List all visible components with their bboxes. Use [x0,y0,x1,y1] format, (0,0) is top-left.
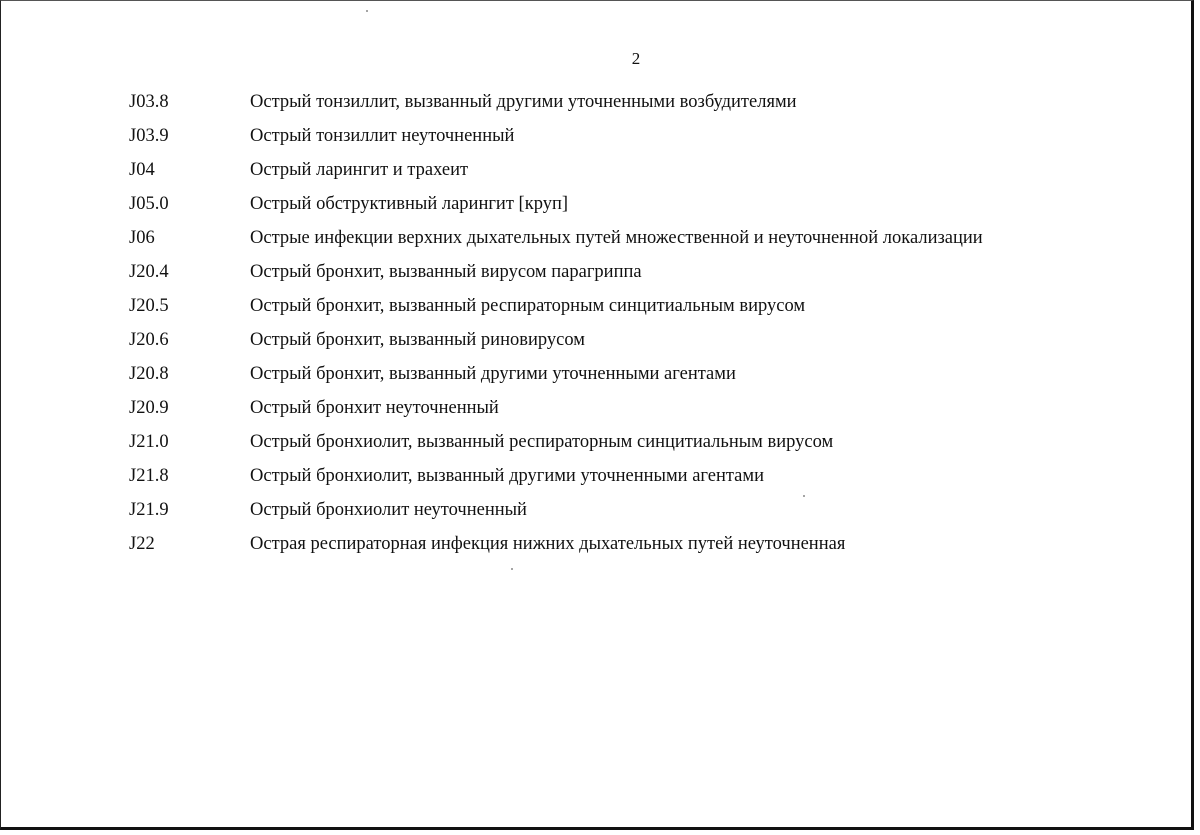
diagnosis-description: Острый бронхиолит, вызванный другими уточненными агентами [250,466,764,486]
table-row [129,153,1169,187]
page-number: 2 [631,49,641,68]
table-row [129,85,1169,119]
scan-speck [803,495,805,497]
diagnosis-description: Острый бронхиолит, вызванный респираторным синцитиальным вирусом [250,432,834,452]
diagnosis-code: J05.0 [129,194,169,214]
table-row [129,221,1169,255]
table-row [129,255,1169,289]
scan-speck [366,10,368,12]
diagnosis-code: J21.0 [129,432,169,452]
diagnosis-code: J22 [129,534,155,554]
diagnosis-description: Острый бронхит неуточненный [250,398,499,418]
diagnosis-description: Острый бронхит, вызванный вирусом парагриппа [250,262,642,282]
diagnosis-code-table [129,85,1169,561]
diagnosis-description: Острый бронхит, вызванный другими уточненными агентами [250,364,736,384]
table-row [129,493,1169,527]
diagnosis-description: Острый тонзиллит, вызванный другими уточненными возбудителями [250,92,797,112]
diagnosis-code: J21.8 [129,466,169,486]
diagnosis-code: J03.8 [129,92,169,112]
table-row [129,459,1169,493]
table-row [129,289,1169,323]
diagnosis-description: Острый обструктивный ларингит [круп] [250,194,569,214]
diagnosis-description: Острый ларингит и трахеит [250,160,469,180]
diagnosis-description: Острый бронхит, вызванный риновирусом [250,330,585,350]
diagnosis-code: J20.8 [129,364,169,384]
diagnosis-code: J20.5 [129,296,169,316]
table-row [129,391,1169,425]
diagnosis-code: J21.9 [129,500,169,520]
diagnosis-code: J20.4 [129,262,169,282]
diagnosis-code: J06 [129,228,155,248]
table-row [129,357,1169,391]
diagnosis-description: Острая респираторная инфекция нижних дыхательных путей неуточненная [250,534,846,554]
diagnosis-code: J20.6 [129,330,169,350]
table-row [129,425,1169,459]
table-row [129,323,1169,357]
table-row [129,527,1169,561]
scan-speck [511,568,513,570]
diagnosis-code: J20.9 [129,398,169,418]
diagnosis-description: Острый бронхиолит неуточненный [250,500,527,520]
diagnosis-code: J04 [129,160,155,180]
diagnosis-code: J03.9 [129,126,169,146]
diagnosis-description: Острый тонзиллит неуточненный [250,126,515,146]
diagnosis-description: Острый бронхит, вызванный респираторным синцитиальным вирусом [250,296,806,316]
table-row [129,119,1169,153]
table-row [129,187,1169,221]
diagnosis-description: Острые инфекции верхних дыхательных путей множественной и неуточненной локализации [250,228,983,248]
